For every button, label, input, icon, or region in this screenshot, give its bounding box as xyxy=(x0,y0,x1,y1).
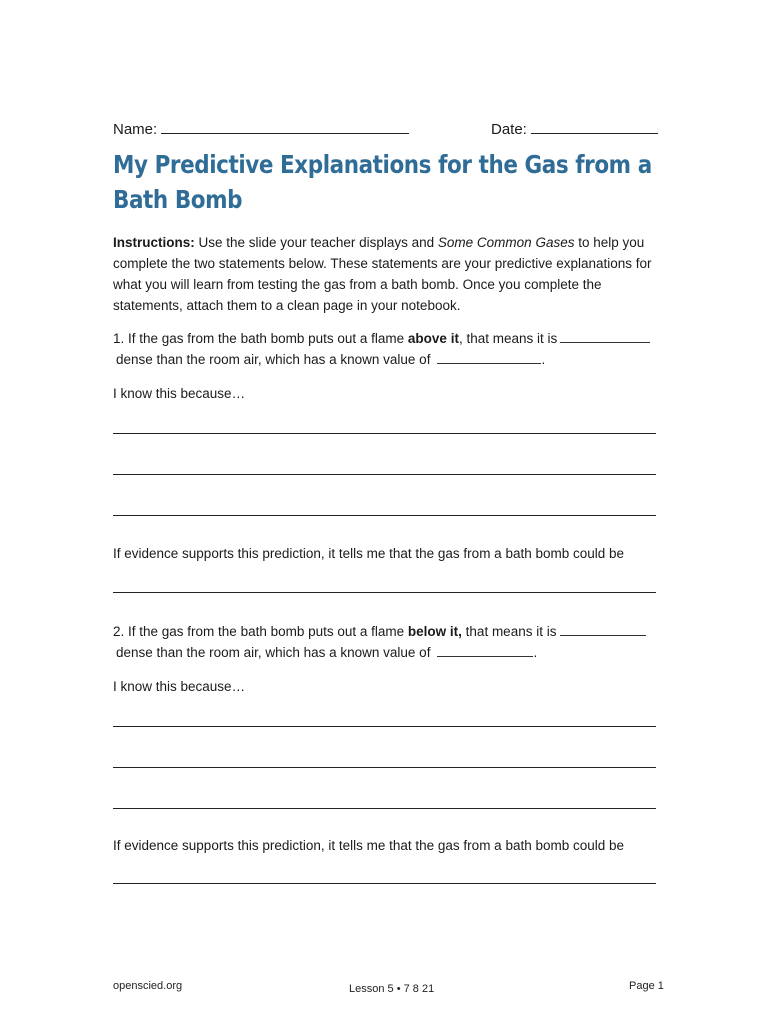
instructions xyxy=(113,232,668,316)
question-2-density-blank[interactable] xyxy=(560,623,646,636)
question-2-value-blank[interactable] xyxy=(437,644,533,657)
footer-page: Page 1 xyxy=(629,980,664,992)
evidence-label-1: If evidence supports this prediction, it tells me that the gas from a bath bomb could be xyxy=(113,546,625,561)
answer-line[interactable] xyxy=(113,474,656,475)
date-label: Date: xyxy=(491,121,527,138)
page-title: My Predictive Explanations for the Gas from a Bath Bomb xyxy=(113,150,652,214)
footer-lesson: Lesson 5 • 7 8 21 xyxy=(349,983,435,995)
instructions-reference: Some Common Gases xyxy=(437,235,575,250)
question-1-density-blank[interactable] xyxy=(560,330,650,343)
instructions-text-after: to help you complete the two statements below. These statements are your predictive explanations for what you will learn from testing the gas from a bath bomb. Once you complete the statements, attach them to a clean page in your notebook. xyxy=(113,235,652,313)
answer-line[interactable] xyxy=(113,726,656,727)
question-2-bold: below it, xyxy=(407,624,462,639)
question-2-line-1: 2. If the gas from the bath bomb puts out a flame below it, that means it is xyxy=(113,621,673,642)
question-2 xyxy=(113,621,673,663)
name-field[interactable] xyxy=(113,119,409,138)
date-field[interactable] xyxy=(491,119,658,138)
name-label: Name: xyxy=(113,121,158,138)
answer-line[interactable] xyxy=(113,883,656,884)
evidence-label-2: If evidence supports this prediction, it tells me that the gas from a bath bomb could be xyxy=(113,838,625,853)
know-label-2: I know this because… xyxy=(113,679,246,694)
name-blank[interactable] xyxy=(161,119,409,134)
answer-line[interactable] xyxy=(113,433,656,434)
question-1-line-2: dense than the room air, which has a known value of . xyxy=(116,352,546,367)
instructions-text-before: Use the slide your teacher displays and xyxy=(194,235,438,250)
answer-line[interactable] xyxy=(113,515,656,516)
date-blank[interactable] xyxy=(531,119,658,134)
question-2-line-2: dense than the room air, which has a known value of . xyxy=(116,645,538,660)
instructions-label: Instructions: xyxy=(113,235,195,250)
question-1 xyxy=(113,328,673,370)
footer-site: openscied.org xyxy=(113,980,183,992)
question-1-bold: above it xyxy=(407,331,459,346)
answer-line[interactable] xyxy=(113,808,656,809)
question-1-line-1: 1. If the gas from the bath bomb puts out a flame above it, that means it is xyxy=(113,328,673,349)
answer-line[interactable] xyxy=(113,767,656,768)
question-1-value-blank[interactable] xyxy=(437,351,541,364)
answer-line[interactable] xyxy=(113,592,656,593)
know-label-1: I know this because… xyxy=(113,386,246,401)
